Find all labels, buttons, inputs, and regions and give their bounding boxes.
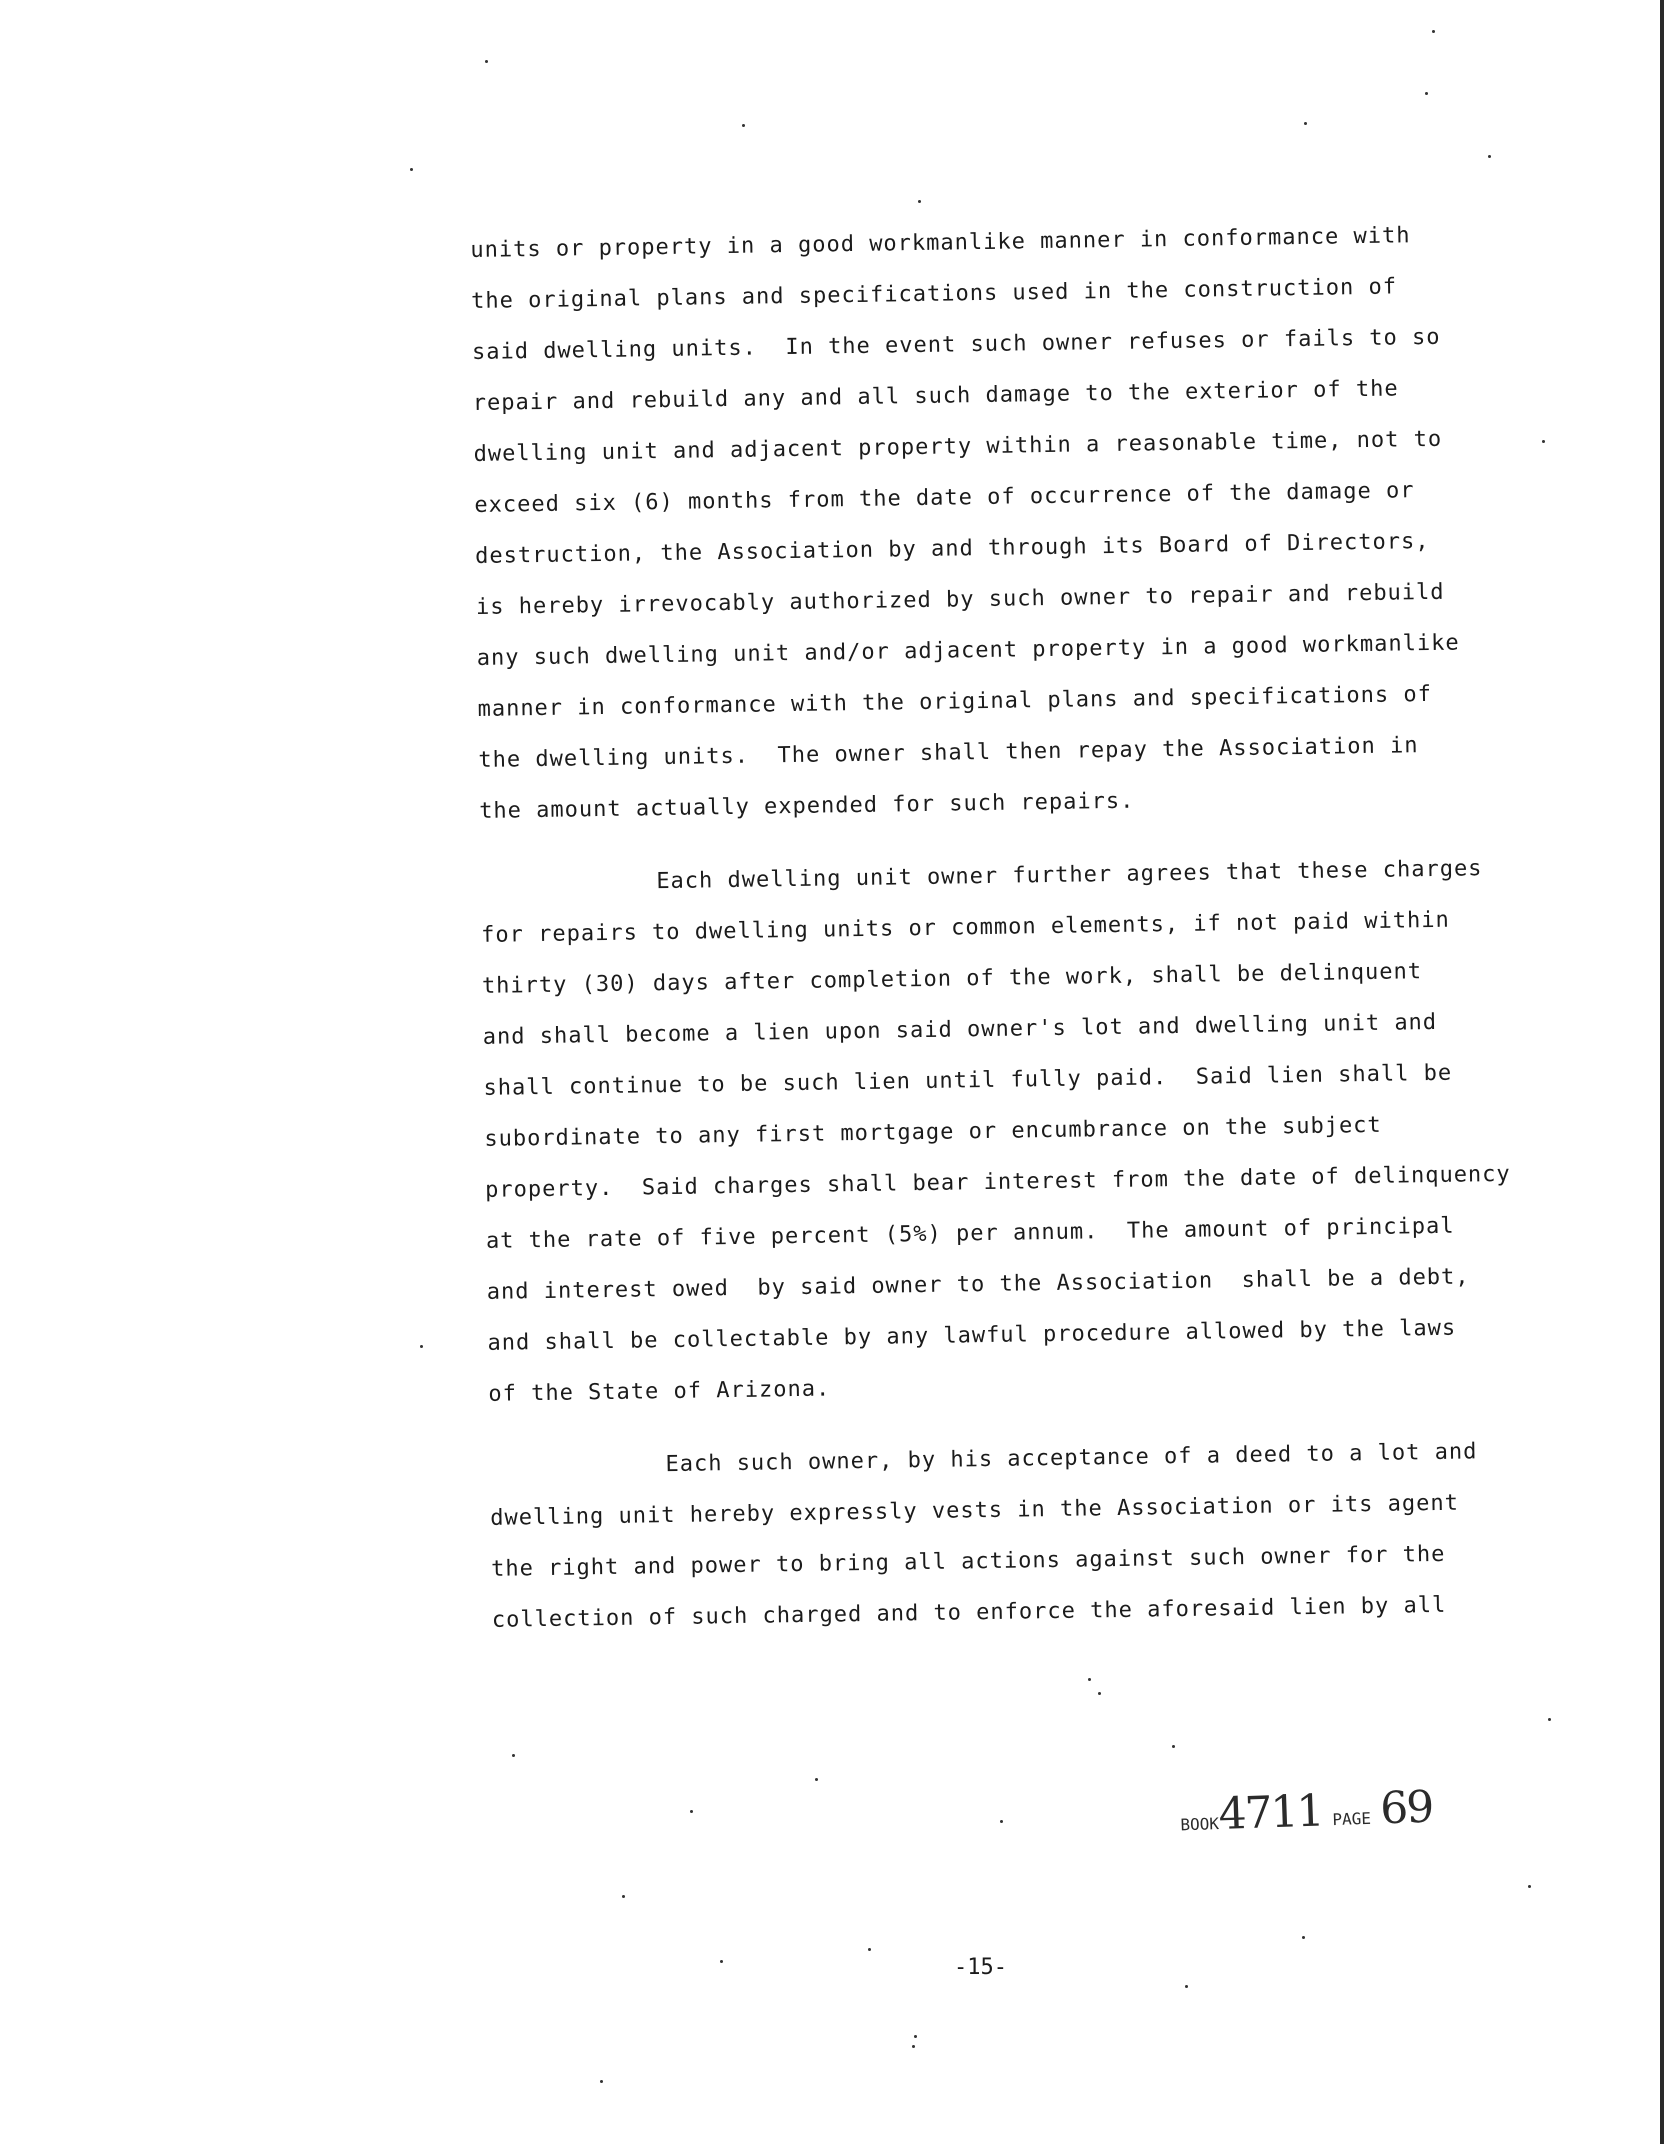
text-line: the original plans and specifications used in the construction of — [471, 274, 1398, 314]
scan-speck — [512, 1754, 515, 1757]
text-line: Each dwelling unit owner further agrees that these charges — [656, 856, 1483, 895]
text-line: the right and power to bring all actions against such owner for the — [490, 1541, 1446, 1582]
text-line: for repairs to dwelling units or common elements, if not paid within — [480, 907, 1450, 948]
text-line: Each such owner, by his acceptance of a deed to a lot and — [665, 1439, 1478, 1478]
scan-speck — [410, 168, 413, 171]
scan-speck — [918, 200, 921, 203]
scan-speck — [485, 60, 488, 63]
scan-speck — [815, 1778, 818, 1781]
text-line: the dwelling units. The owner shall then repay the Association in — [478, 733, 1419, 773]
scan-speck — [1302, 1936, 1305, 1939]
scan-speck — [1172, 1745, 1175, 1748]
text-line: units or property in a good workmanlike manner in conformance with — [470, 223, 1411, 263]
text-line: subordinate to any first mortgage or encumbrance on the subject — [484, 1112, 1382, 1152]
stamp-book-number: 4711 — [1217, 1785, 1324, 1841]
scan-speck — [420, 1345, 423, 1348]
scan-speck — [1528, 1885, 1531, 1888]
text-line: of the State of Arizona. — [488, 1376, 831, 1407]
text-line: at the rate of five percent (5%) per annum. The amount of principal — [485, 1213, 1455, 1254]
scan-speck — [1185, 1985, 1188, 1988]
stamp-book-label: BOOK — [1180, 1814, 1220, 1835]
scan-speck — [1432, 30, 1435, 33]
paragraph — [489, 1425, 1572, 1646]
text-line: thirty (30) days after completion of the work, shall be delinquent — [481, 959, 1423, 999]
text-line: repair and rebuild any and all such damage to the exterior of the — [472, 376, 1399, 416]
stamp-page-label: PAGE — [1332, 1808, 1372, 1830]
body-text — [470, 208, 1572, 1646]
text-line: destruction, the Association by and through its Board of Directors, — [475, 528, 1430, 569]
text-line: and shall be collectable by any lawful procedure allowed by the laws — [487, 1315, 1457, 1356]
text-line: any such dwelling unit and/or adjacent property in a good workmanlike — [476, 630, 1460, 671]
scan-speck — [720, 1960, 723, 1963]
scan-speck — [1548, 1718, 1551, 1721]
scan-speck — [622, 1895, 625, 1898]
scan-speck — [1088, 1678, 1091, 1681]
text-line: and shall become a lien upon said owner's lot and dwelling unit and — [482, 1009, 1438, 1050]
text-line: collection of such charged and to enforce the aforesaid lien by all — [491, 1592, 1447, 1633]
paragraph — [470, 208, 1559, 837]
text-line: dwelling unit hereby expressly vests in the Association or its agent — [490, 1490, 1460, 1531]
text-line: shall continue to be such lien until fully paid. Said lien shall be — [483, 1060, 1453, 1101]
text-line: is hereby irrevocably authorized by such owner to repair and rebuild — [475, 579, 1445, 620]
scan-edge-line — [1660, 0, 1664, 2144]
scan-speck — [914, 2035, 917, 2038]
paragraph — [480, 842, 1569, 1420]
text-line: dwelling unit and adjacent property within a reasonable time, not to — [473, 426, 1443, 467]
scan-speck — [1542, 440, 1545, 443]
scan-speck — [868, 1948, 871, 1951]
text-line: said dwelling units. In the event such owner refuses or fails to so — [471, 324, 1441, 365]
scan-speck — [742, 124, 745, 127]
scan-speck — [912, 2045, 915, 2048]
page-number: -15- — [954, 1955, 1007, 1980]
scan-speck — [1488, 155, 1491, 158]
scan-speck — [1098, 1692, 1101, 1695]
text-line: property. Said charges shall bear interest from the date of delinquency — [484, 1161, 1511, 1203]
scan-speck — [690, 1810, 693, 1813]
recording-stamp — [1179, 1782, 1433, 1842]
scan-speck — [1000, 1820, 1003, 1823]
scan-speck — [1304, 122, 1307, 125]
text-line: the amount actually expended for such repairs. — [479, 788, 1135, 824]
scan-speck — [1425, 92, 1428, 95]
text-line: and interest owed by said owner to the Association shall be a debt, — [486, 1264, 1470, 1305]
text-line: manner in conformance with the original plans and specifications of — [477, 681, 1433, 722]
stamp-page-number: 69 — [1379, 1781, 1434, 1835]
scan-speck — [600, 2080, 603, 2083]
text-line: exceed six (6) months from the date of occurrence of the damage or — [474, 478, 1415, 518]
